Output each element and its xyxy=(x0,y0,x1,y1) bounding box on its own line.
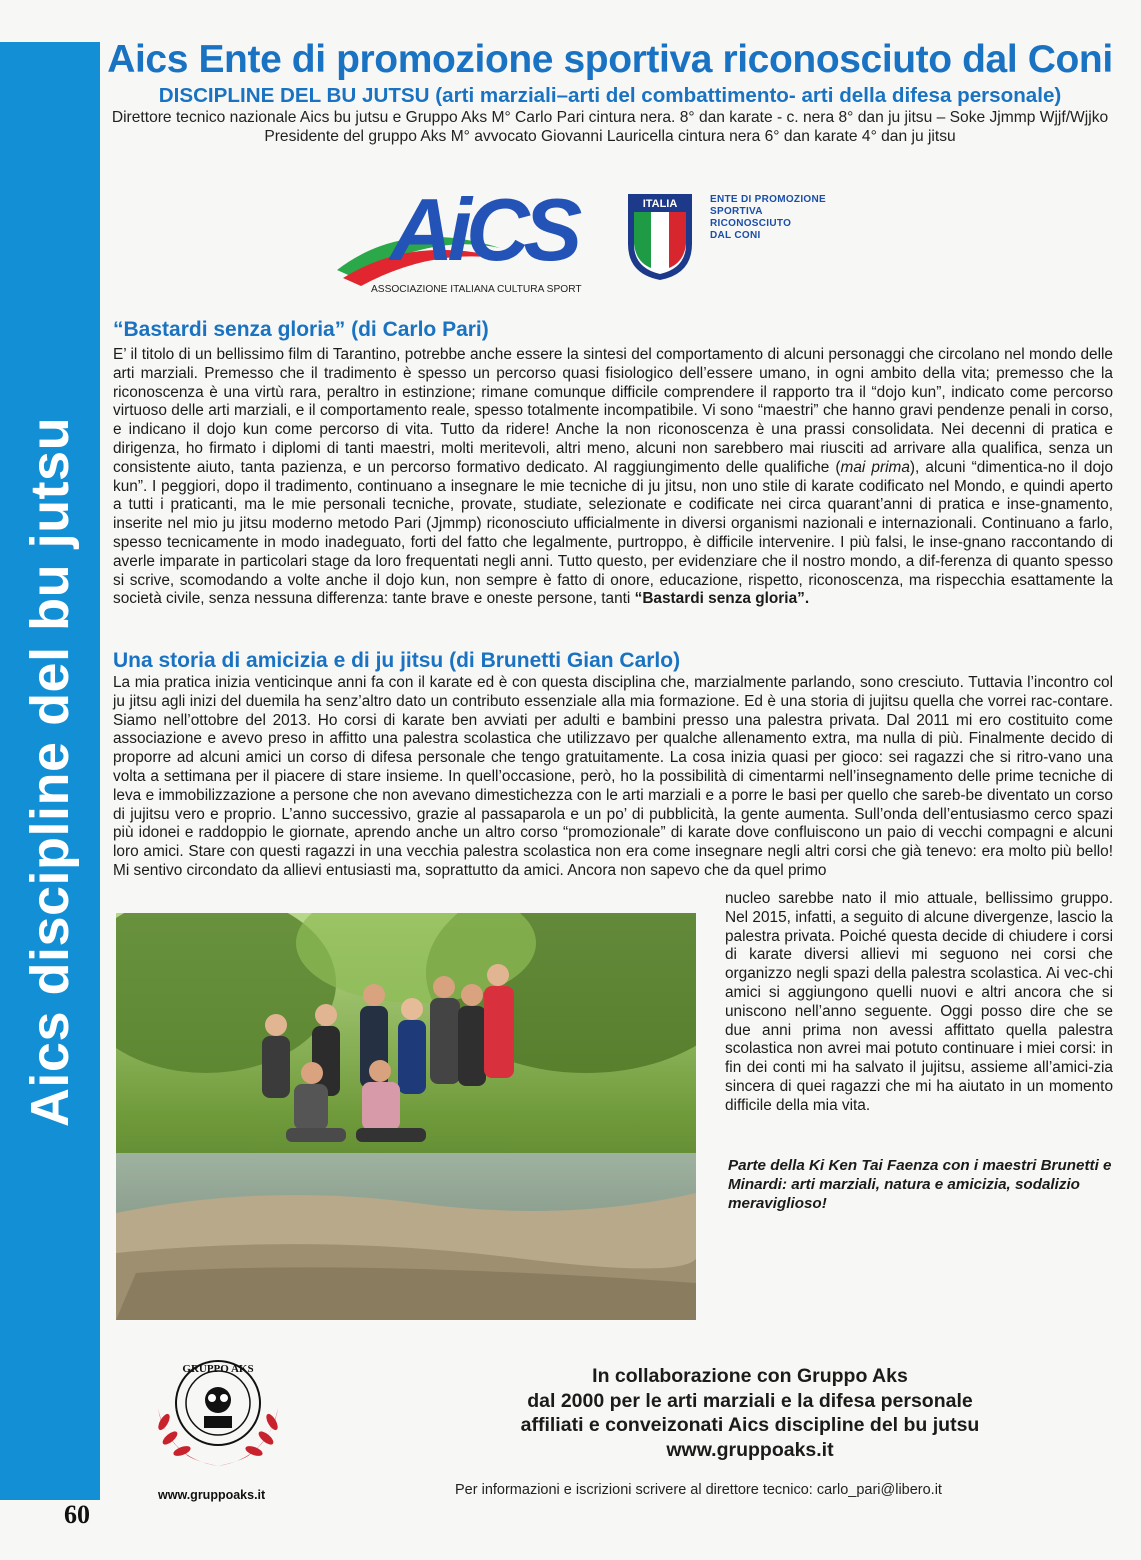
article2-side-text: nucleo sarebbe nato il mio attuale, bellissimo gruppo. Nel 2015, infatti, a seguito di alcune divergenze, lascio la palestra privata. Poiché questa decide di chiudere i corsi di karate diversi allievi mi seguono nei corsi che organizzo negli spazi della palestra scolastica. Ai vec-chi amici si aggiungono quelli nuovi e altri ancora che si uniscono nell’anno seguente. Oggi posso dire che se due anni prima non avessi affittato quella palestra scolastica non avrei mai potuto continuare i miei corsi: in fin dei conti mi ha salvato il jujitsu, assieme all’amici-zia sincera di quei ragazzi che mi ha aiutato in un momento difficile della mia vita. xyxy=(725,890,1113,1114)
collab-line-3: affiliati e conveizonati Aics discipline del bu jutsu xyxy=(520,1414,980,1436)
aks-ring-text: GRUPPO AKS xyxy=(182,1363,254,1375)
photo-caption: Parte della Ki Ken Tai Faenza con i maestri Brunetti e Minardi: arti marziali, natura e amicizia, sodalizio meraviglioso! xyxy=(728,1157,1112,1212)
page-number: 60 xyxy=(64,1500,90,1529)
coni-line-2: SPORTIVA xyxy=(710,206,763,217)
coni-line-4: DAL CONI xyxy=(710,230,761,241)
aics-logo-text: AiCS xyxy=(390,180,577,279)
coni-shield-text: ITALIA xyxy=(642,198,678,210)
staff-line-1: Direttore tecnico nazionale Aics bu jutsu e Gruppo Aks M° Carlo Pari cintura nera. 8° dan karate - c. nera 8° dan ju jitsu – Soke Jjmmp Wjjf/Wjjko xyxy=(111,109,1109,126)
coni-line-1: ENTE DI PROMOZIONE xyxy=(710,194,826,205)
article2-title: Una storia di amicizia e di ju jitsu (di Brunetti Gian Carlo) xyxy=(113,649,681,672)
collab-website-link[interactable]: www.gruppoaks.it xyxy=(666,1438,834,1461)
collab-line-1: In collaborazione con Gruppo Aks xyxy=(592,1365,908,1387)
coni-line-3: RICONOSCIUTO xyxy=(710,218,792,229)
article1-text-b: ), alcuni “dimentica-no il dojo kun”. I peggiori, dopo il tradimento, continuano a insegnare le mie tecniche di ju jitsu, non uno stile di karate codificato nel Mondo, e quindi aperto a tutti i praticanti, ma le mie personali tecniche, provate, studiate, selezionate e codificate nei circa quarant’anni di pratica e inse-gnamento, inserite nel mio ju jitsu moderno metodo Pari (Jjmmp) riconosciuto ufficialmente in diversi organismi nazionali e internazionali. Continuano a farlo, spesso tecnicamente in modo inadeguato, forti del fatto che legalmente, purtroppo, è difficile intervenire. I più falsi, le inse-gnano raccontando di averle imparate in particolari stage da loro frequentati negli anni. Tutto questo, per evidenziare che il nostro mondo, a dif-ferenza di quanto spesso si scrive, scomodando a volte anche il dojo kun, non sempre è fatto di onore, educazione, rispetto, riconoscenza, ma rispecchia esattamente la società civile, senza nessuna differenza: tante brave e oneste persone, tanti xyxy=(113,458,1114,608)
sidebar-title: Aics discipline del bu jutsu xyxy=(20,416,80,1128)
group-photo xyxy=(116,913,696,1320)
aks-url: www.gruppoaks.it xyxy=(158,1488,266,1502)
aics-logo xyxy=(335,178,600,298)
gruppo-aks-emblem xyxy=(148,1348,288,1473)
coni-caption xyxy=(710,194,826,242)
collaboration-block xyxy=(470,1364,1030,1462)
contact-line: Per informazioni e iscrizioni scrivere al direttore tecnico: carlo_pari@libero.it xyxy=(455,1482,942,1498)
header xyxy=(104,38,1116,146)
article2-body: La mia pratica inizia venticinque anni fa con il karate ed è con questa disciplina che, marzialmente parlando, sono cresciuto. Tuttavia l’incontro col ju jitsu agli inizi del duemila ha senz’altro dato un contributo essenziale alla mia formazione. Ed è una storia di jujitsu quella che vorrei rac-contare. Siamo nell’ottobre del 2013. Ho corsi di karate ben avviati per adulti e bambini presso una palestra privata. Dal 2011 mi ero costituito come associazione e avevo preso in affitto una palestra scolastica che utilizzavo per qualche allenamento extra, ma nulla di più. Finalmente decido di proporre ad alcuni amici un corso di difesa personale che tengo gratuitamente. La cosa inizia quasi per gioco: sei ragazzi che si ritro-vano una volta a settimana per il piacere di stare insieme. In quell’occasione, però, ho la possibilità di cimentarmi nell’insegnamento delle prime tecniche di leva e immobilizzazione a persone che non avevano dimestichezza con le arti marziali e a porre le basi per quello che sareb-be diventato un corso di jujitsu vero e proprio. L’anno successivo, grazie al passaparola e un po’ di pubblicità, la gente aumenta. Sull’onda dell’entusiasmo cerco spazi più idonei e raddoppio le giornate, aprendo anche un altro corso “promozionale” di karate dove confluiscono un paio di vecchi compagni e alcuni loro amici. Stare con questi ragazzi in una vecchia palestra scolastica non era come insegnare negli altri corsi che già tenevo: era molto più bello! Mi sentivo circondato da allievi entusiasti ma, soprattutto da amici. Ancora non sapevo che da quel primo xyxy=(113,674,1113,879)
article1-italic: mai prima xyxy=(840,458,910,476)
collab-line-2: dal 2000 per le arti marziali e la difesa personale xyxy=(527,1389,973,1412)
aics-tagline: ASSOCIAZIONE ITALIANA CULTURA SPORT xyxy=(371,284,582,295)
article1-body xyxy=(113,346,1113,609)
article1-title: “Bastardi senza gloria” (di Carlo Pari) xyxy=(113,318,489,341)
page-title: Aics Ente di promozione sportiva riconosciuto dal Coni xyxy=(107,38,1113,81)
sidebar-band xyxy=(0,42,100,1500)
article1-text-a: E’ il titolo di un bellissimo film di Tarantino, potrebbe anche essere la sintesi del comportamento di alcuni personaggi che circolano nel mondo delle arti marziali. Premesso che il tradimento è spesso un percorso quasi fisiologico dell’essere umano, in ogni ambito della vita; premesso che la riconoscenza è una virtù rara, peraltro in estinzione; rimane comunque difficile comprendere il rapporto tra il “dojo kun”, indicato come percorso virtuoso delle arti marziali, e il comportamento reale, spesso totalmente incompatibile. Vi sono “maestri” che hanno gravi pendenze penali in corso, e indicano il dojo kun come percorso di vita. Tutto da ridere! Anche la non riconoscenza è una prassi consolidata. Nei decenni di pratica e dirigenza, ho firmato i diplomi di tanti maestri, molti meritevoli, altri meno, alcuni non sarebbero mai riusciti ad arrivare alla qualifica, senza un consistente aiuto, tanta pazienza, e un percorso formativo dedicato. Al raggiungimento delle qualifiche ( xyxy=(113,346,1113,476)
page-subtitle: DISCIPLINE DEL BU JUTSU (arti marziali–arti del combattimento- arti della difesa personale) xyxy=(158,84,1062,107)
article1-bold: “Bastardi senza gloria”. xyxy=(634,590,810,608)
staff-line-2: Presidente del gruppo Aks M° avvocato Giovanni Lauricella cintura nera 6° dan karate 4° dan ju jitsu xyxy=(264,128,956,145)
